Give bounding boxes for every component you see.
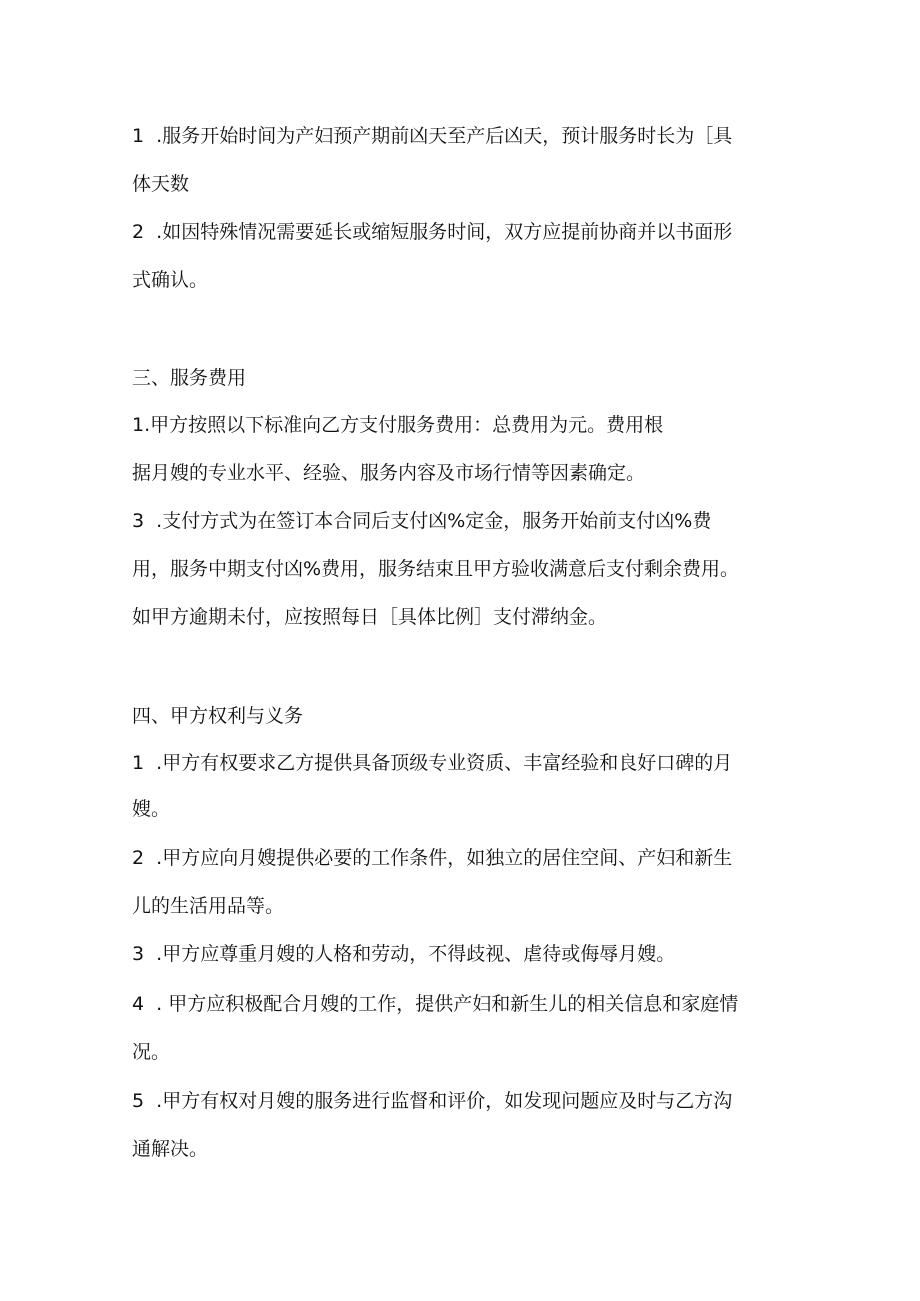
rights-item-2-line-1: 2 .甲方应向月嫂提供必要的工作条件，如独立的居住空间、产妇和新生 [132, 847, 733, 869]
fee-item-3-line-2: 用，服务中期支付凶%费用，服务结束且甲方验收满意后支付剩余费用。 [132, 558, 740, 580]
service-time-item-1-line-2: 体天数 [132, 173, 190, 195]
rights-item-5-line-2: 通解决。 [132, 1138, 209, 1160]
rights-item-1-line-1: 1 .甲方有权要求乙方提供具备顶级专业资质、丰富经验和良好口碑的月 [132, 752, 733, 774]
fee-item-3-line-1: 3 .支付方式为在签订本合同后支付凶%定金，服务开始前支付凶%费 [132, 510, 712, 532]
fee-item-1-line-1: 1.甲方按照以下标准向乙方支付服务费用：总费用为元。费用根 [132, 414, 664, 436]
service-time-item-2-line-1: 2 .如因特殊情况需要延长或缩短服务时间，双方应提前协商并以书面形 [132, 221, 733, 243]
rights-item-1-line-2: 嫂。 [132, 798, 171, 820]
service-time-item-2-line-2: 式确认。 [132, 269, 209, 291]
fee-item-1-line-2: 据月嫂的专业水平、经验、服务内容及市场行情等因素确定。 [132, 462, 646, 484]
rights-item-4-line-1: 4 . 甲方应积极配合月嫂的工作，提供产妇和新生儿的相关信息和家庭情 [132, 993, 739, 1015]
fee-item-3-line-3: 如甲方逾期未付，应按照每日［具体比例］支付滞纳金。 [132, 606, 608, 628]
rights-item-3-line-1: 3 .甲方应尊重月嫂的人格和劳动，不得歧视、虐待或侮辱月嫂。 [132, 943, 676, 965]
rights-item-2-line-2: 儿的生活用品等。 [132, 895, 285, 917]
service-time-item-1-line-1: 1 .服务开始时间为产妇预产期前凶天至产后凶天，预计服务时长为［具 [132, 125, 733, 147]
section-three-heading: 三、服务费用 [132, 367, 247, 389]
section-four-heading: 四、甲方权利与义务 [132, 705, 304, 727]
rights-item-5-line-1: 5 .甲方有权对月嫂的服务进行监督和评价，如发现问题应及时与乙方沟 [132, 1090, 733, 1112]
rights-item-4-line-2: 况。 [132, 1041, 171, 1063]
